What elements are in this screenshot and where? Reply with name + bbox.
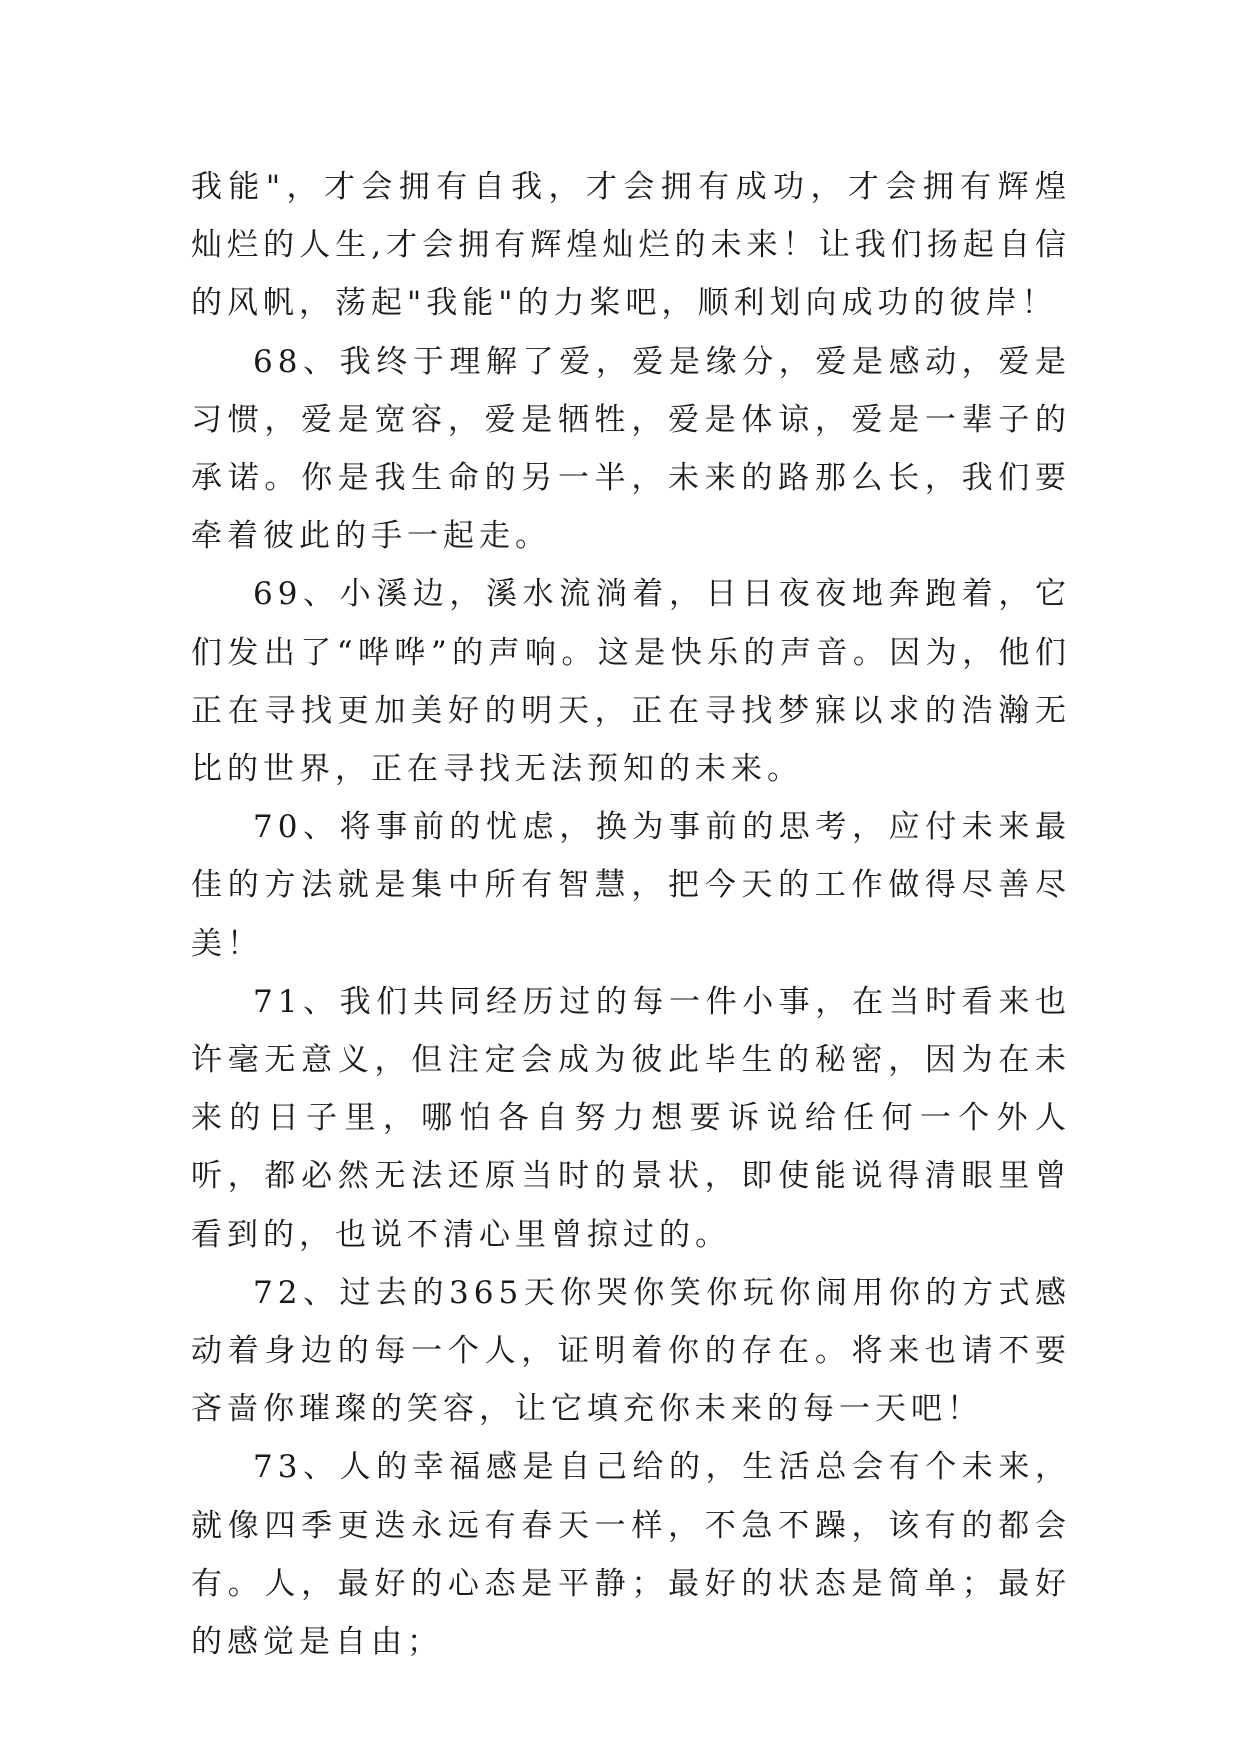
- paragraph-71: 71、我们共同经历过的每一件小事，在当时看来也许毫无意义，但注定会成为彼此毕生的秘密，因为在未来的日子里，哪怕各自努力想要诉说给任何一个外人听，都必然无法还原当时的景状，即使能说得清眼里曾看到的，也说不清心里曾掠过的。: [191, 983, 1071, 1253]
- paragraph-69: 69、小溪边，溪水流淌着，日日夜夜地奔跑着，它们发出了“哗哗”的声响。这是快乐的声音。因为，他们正在寻找更加美好的明天，正在寻找梦寐以求的浩瀚无比的世界，正在寻找无法预知的未来。: [191, 576, 1071, 788]
- paragraph-67-continued: 我能"，才会拥有自我，才会拥有成功，才会拥有辉煌灿烂的人生,才会拥有辉煌灿烂的未来！让我们扬起自信的风帆，荡起"我能"的力桨吧，顺利划向成功的彼岸！: [191, 169, 1071, 322]
- paragraph-72: 72、过去的365天你哭你笑你玩你闹用你的方式感动着身边的每一个人，证明着你的存在。将来也请不要吝啬你璀璨的笑容，让它填充你未来的每一天吧！: [191, 1274, 1071, 1428]
- document-body: [191, 158, 1071, 1671]
- paragraph-73: 73、人的幸福感是自己给的，生活总会有个未来，就像四季更迭永远有春天一样，不急不躁，该有的都会有。人，最好的心态是平静；最好的状态是简单；最好的感觉是自由；: [191, 1449, 1071, 1661]
- paragraph-70: 70、将事前的忧虑，换为事前的思考，应付未来最佳的方法就是集中所有智慧，把今天的工作做得尽善尽美！: [191, 809, 1071, 962]
- paragraph-68: 68、我终于理解了爱，爱是缘分，爱是感动，爱是习惯，爱是宽容，爱是牺牲，爱是体谅，爱是一辈子的承诺。你是我生命的另一半，未来的路那么长，我们要牵着彼此的手一起走。: [191, 343, 1071, 555]
